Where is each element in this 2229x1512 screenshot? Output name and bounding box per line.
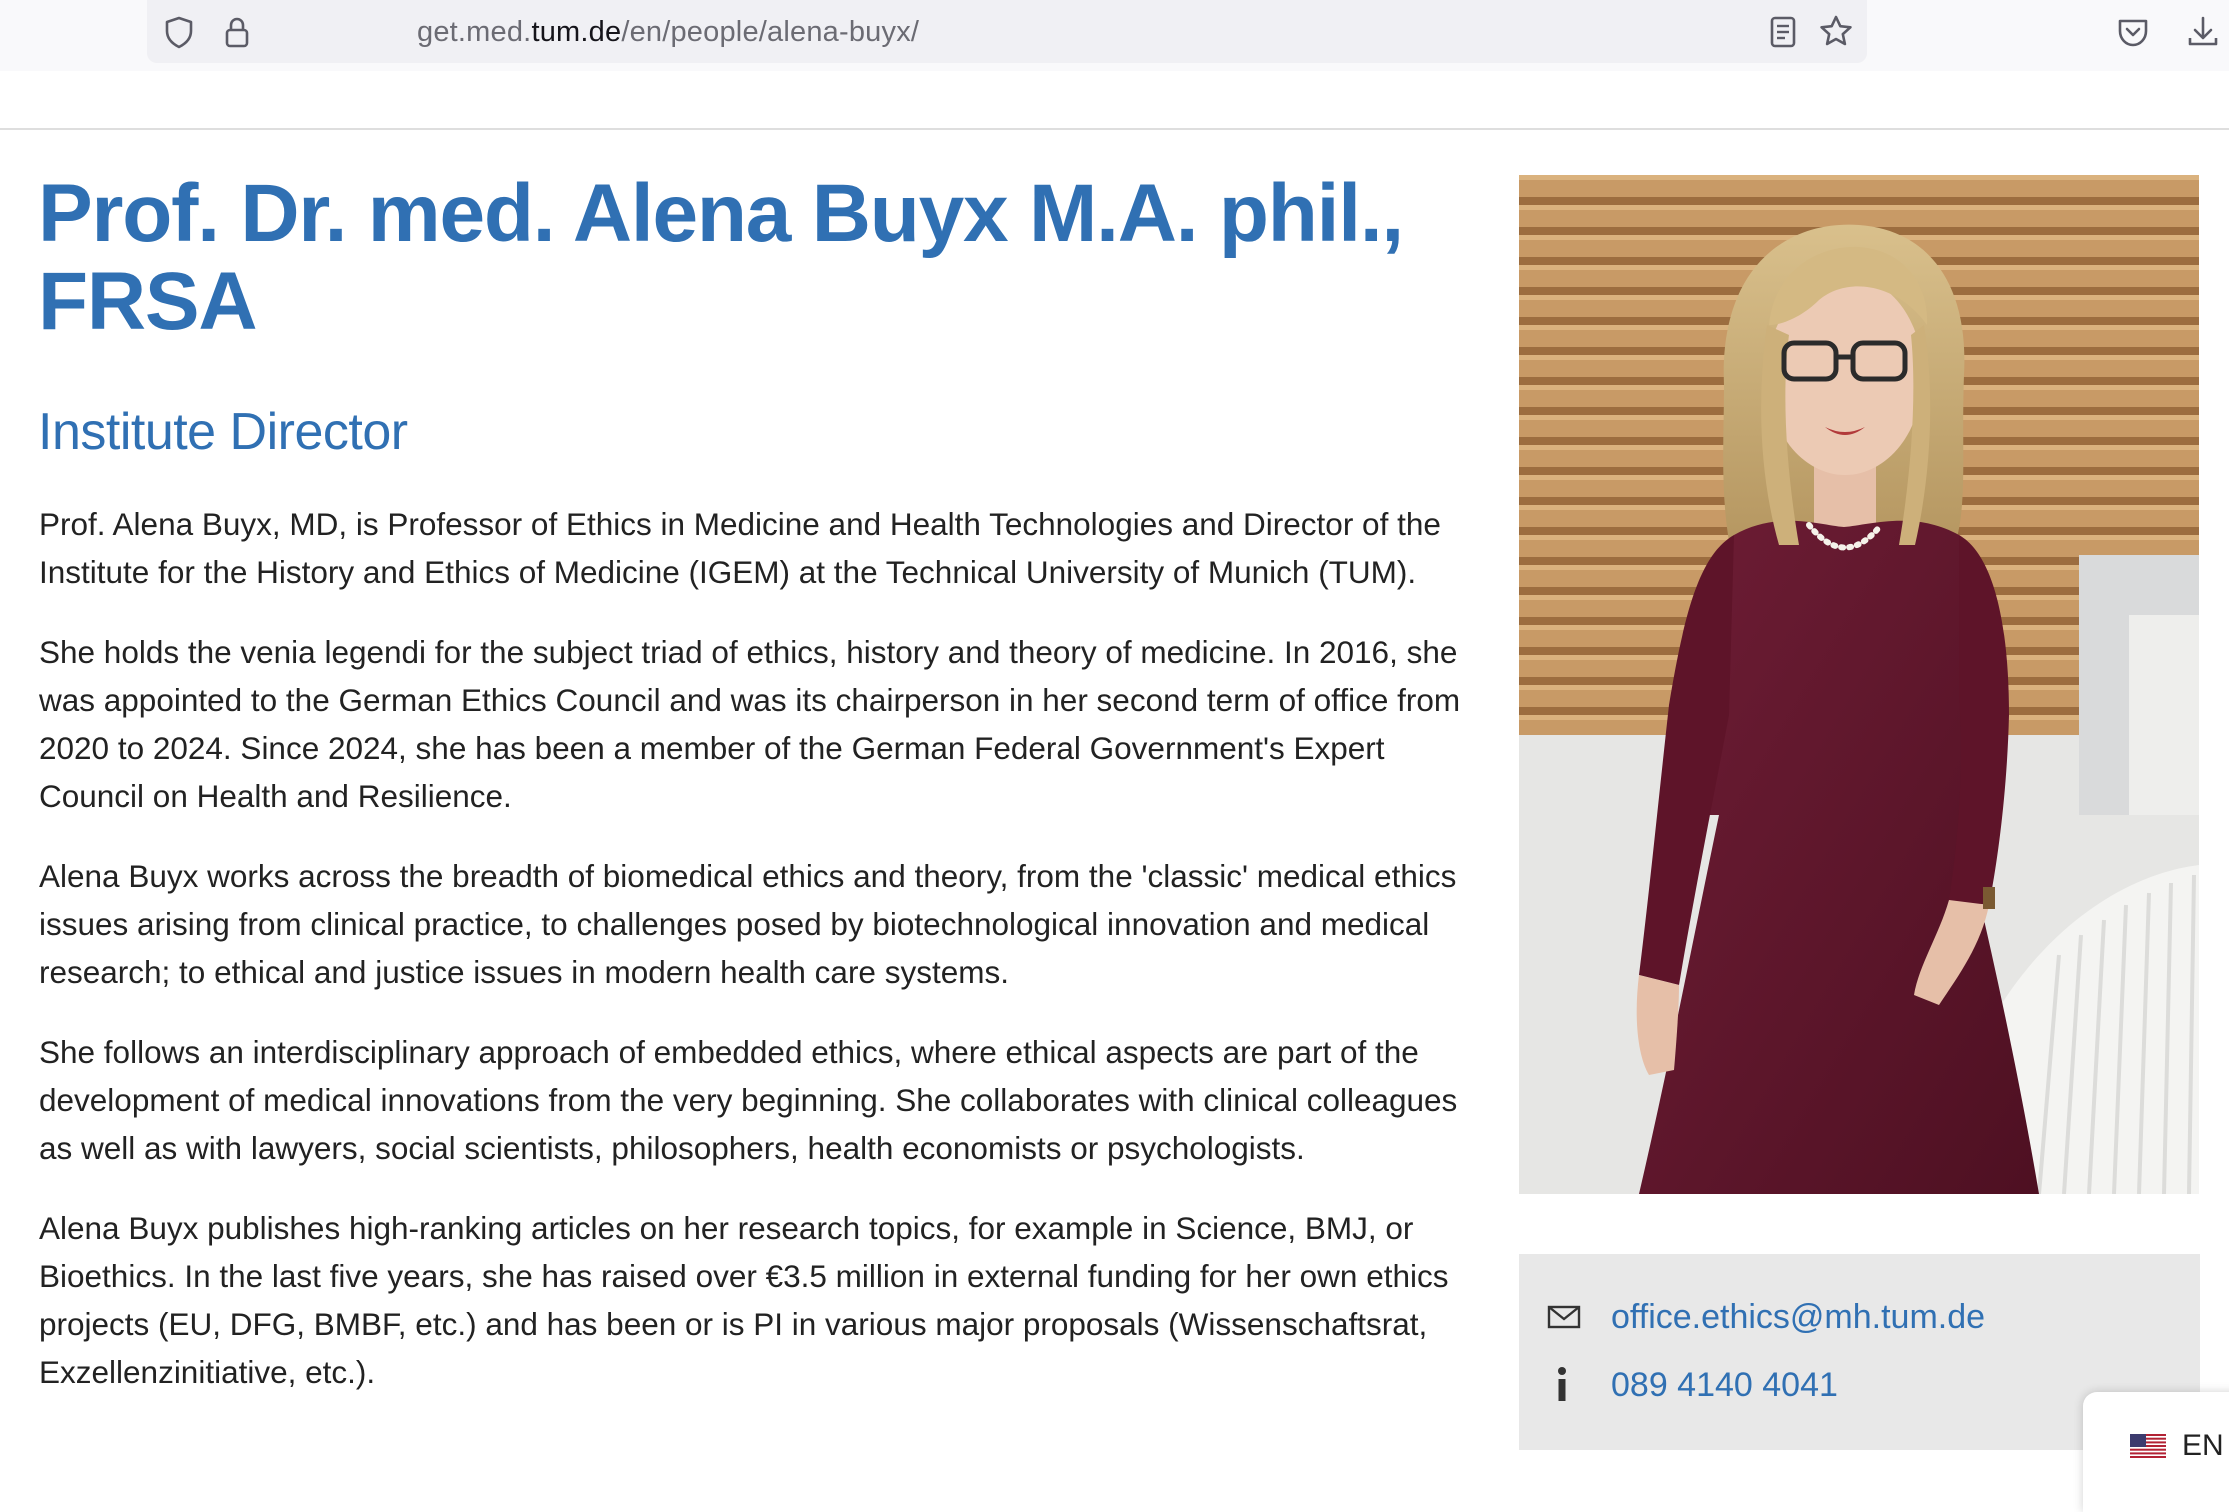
bio-paragraph: She follows an interdisciplinary approach of embedded ethics, where ethical aspects are part of the development of medical innovations from the very beginning. She collaborates with clinical colleagues as well as with lawyers, social scientists, philosophers, health economists or psychologists.: [39, 1034, 1458, 1166]
page-title: Prof. Dr. med. Alena Buyx M.A. phil., FRSA: [38, 168, 1404, 347]
browser-toolbar: [0, 0, 2229, 71]
language-switcher[interactable]: [2083, 1392, 2229, 1512]
info-icon: [1555, 1366, 1569, 1402]
bio-paragraph: Alena Buyx publishes high-ranking articles on her research topics, for example in Science, BMJ, or Bioethics. In the last five years, she has raised over €3.5 million in external funding for her own ethics projects (EU, DFG, BMBF, etc.) and has been or is PI in various major proposals (Wissenschaftsrat, Exzellenzinitiative, etc.).: [39, 1210, 1449, 1390]
address-bar[interactable]: [147, 0, 1867, 63]
portrait-illustration: [1519, 175, 2199, 1194]
bio-paragraph: Alena Buyx works across the breadth of biomedical ethics and theory, from the 'classic' medical ethics issues arising from clinical practice, to challenges posed by biotechnological innovation and medical research; to ethical and justice issues in modern health care systems.: [39, 858, 1457, 990]
url-path: /en/people/alena-buyx/: [621, 16, 920, 48]
role-heading: Institute Director: [38, 403, 408, 461]
email-link[interactable]: office.ethics@mh.tum.de: [1611, 1298, 1986, 1336]
biography: [39, 500, 1479, 1428]
lock-icon[interactable]: [219, 14, 255, 50]
contact-email-row: [1519, 1292, 2200, 1342]
url-text[interactable]: [417, 14, 919, 50]
url-prefix: get.med.: [417, 16, 532, 48]
url-domain: tum.de: [531, 16, 622, 48]
bookmark-star-icon[interactable]: [1816, 12, 1856, 52]
download-icon[interactable]: [2183, 12, 2223, 52]
us-flag-icon: [2130, 1434, 2166, 1458]
header-divider: [0, 128, 2229, 130]
reader-view-icon[interactable]: [1763, 12, 1803, 52]
shield-icon[interactable]: [161, 14, 197, 50]
bio-paragraph: Prof. Alena Buyx, MD, is Professor of Ethics in Medicine and Health Technologies and Director of the Institute for the History and Ethics of Medicine (IGEM) at the Technical University of Munich (TUM).: [39, 506, 1441, 590]
language-code: EN: [2182, 1429, 2224, 1462]
envelope-icon: [1547, 1305, 1581, 1329]
phone-link[interactable]: 089 4140 4041: [1611, 1366, 1838, 1404]
profile-photo: [1519, 175, 2199, 1194]
pocket-icon[interactable]: [2113, 12, 2153, 52]
bio-paragraph: She holds the venia legendi for the subject triad of ethics, history and theory of medicine. In 2016, she was appointed to the German Ethics Council and was its chairperson in her second term of office from 2020 to 2024. Since 2024, she has been a member of the German Federal Government's Expert Council on Health and Resilience.: [39, 634, 1461, 814]
